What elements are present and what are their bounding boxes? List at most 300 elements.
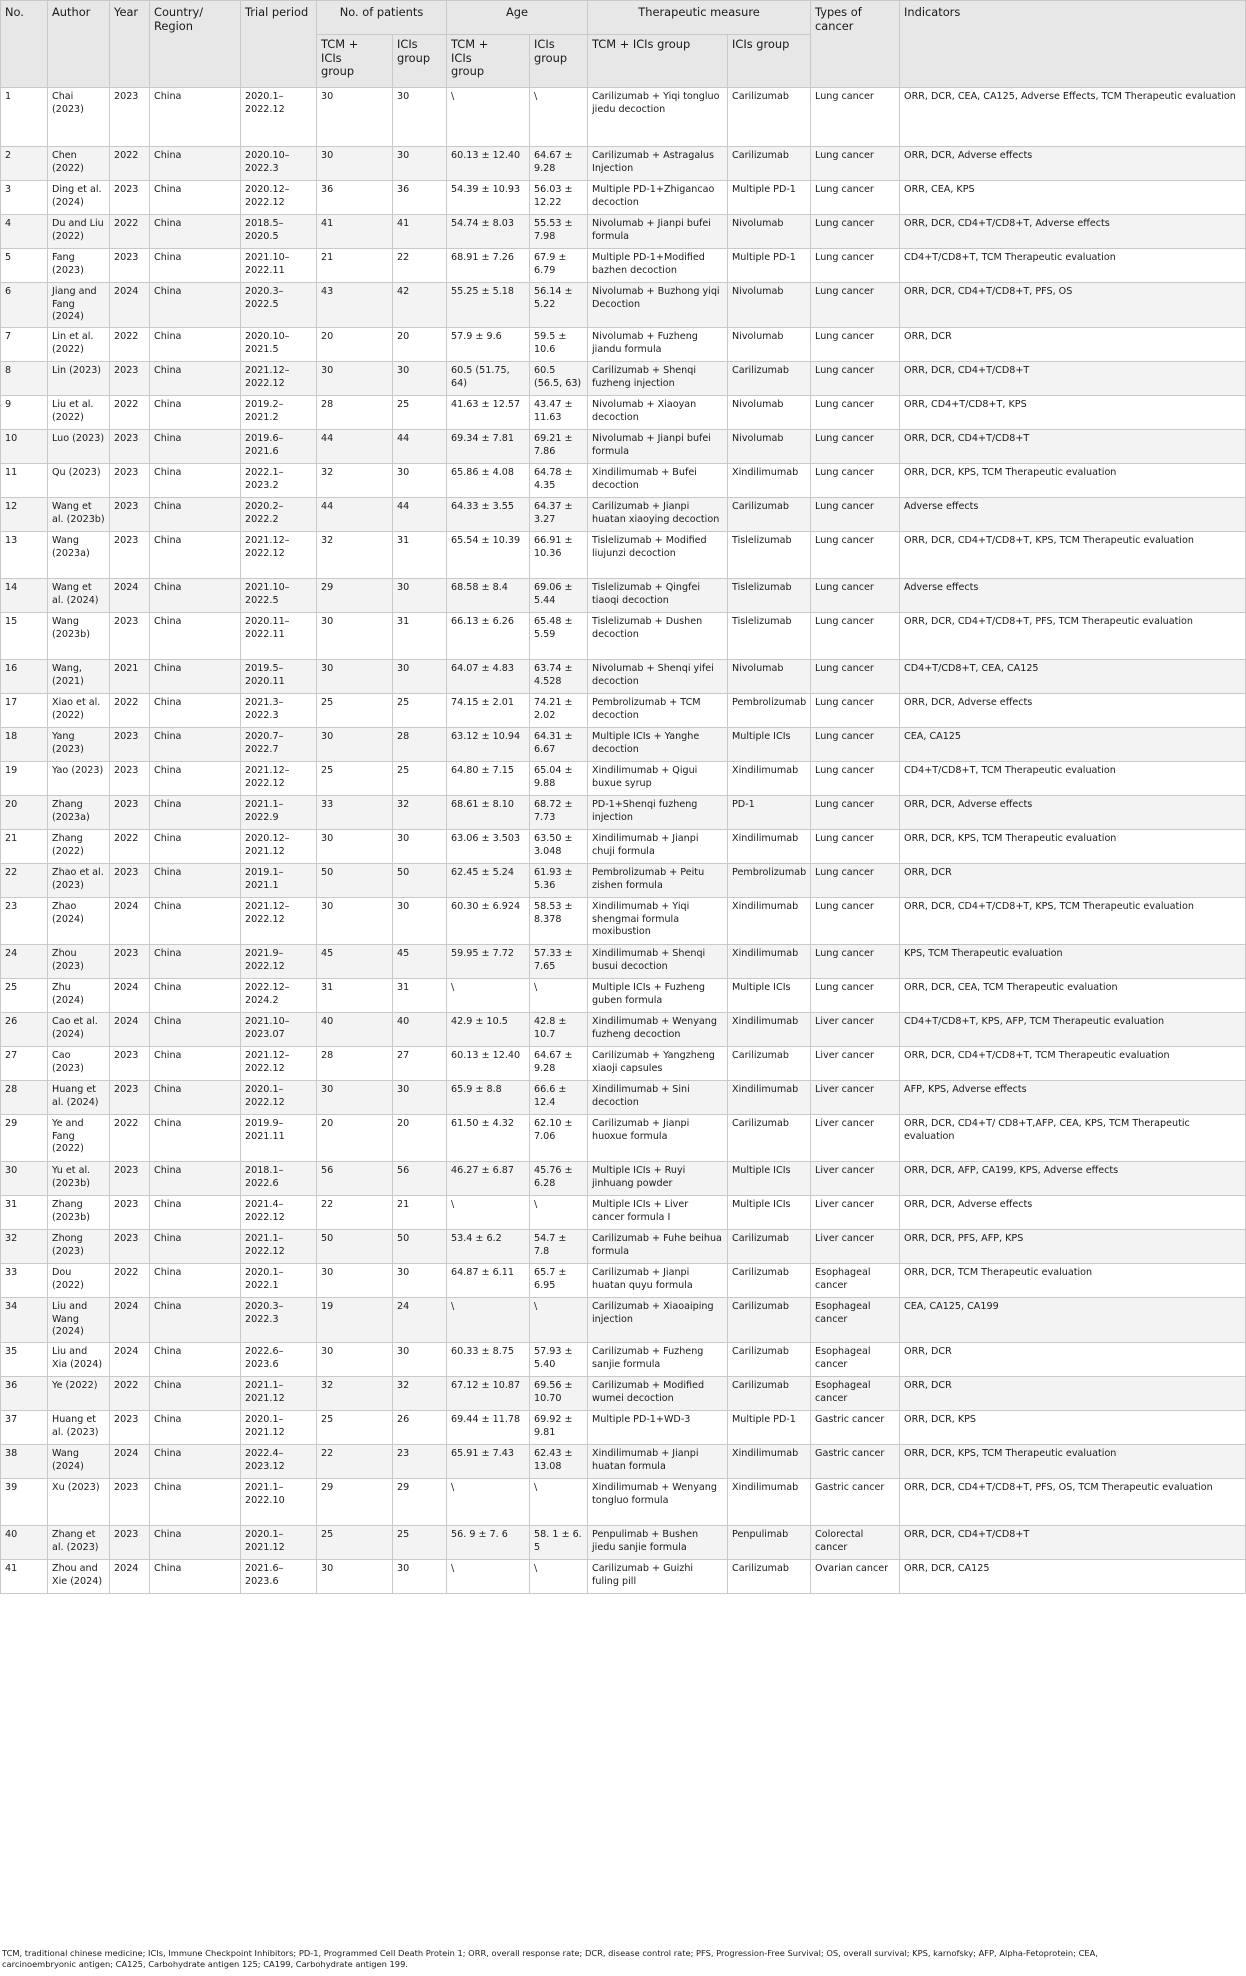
cell-age-ici: 64.78 ± 4.35 xyxy=(530,463,588,497)
cell-trial-period: 2018.5–2020.5 xyxy=(241,215,317,249)
header-no: No. xyxy=(1,1,48,88)
cell-indicators: CD4+T/CD8+T, CEA, CA125 xyxy=(900,659,1246,693)
table-row xyxy=(1,944,1246,978)
cell-therapy-ici: Pembrolizumab xyxy=(728,693,811,727)
cell-patients-tcm-ici: 28 xyxy=(317,395,393,429)
cell-patients-ici: 31 xyxy=(393,531,447,578)
cell-patients-tcm-ici: 50 xyxy=(317,1229,393,1263)
cell-age-ici: 69.06 ± 5.44 xyxy=(530,578,588,612)
cell-patients-ici: 28 xyxy=(393,727,447,761)
cell-author: Fang (2023) xyxy=(48,249,110,283)
cell-therapy-ici: Multiple ICIs xyxy=(728,978,811,1012)
cell-cancer-type: Liver cancer xyxy=(811,1080,900,1114)
cell-patients-tcm-ici: 30 xyxy=(317,361,393,395)
cell-patients-ici: 20 xyxy=(393,327,447,361)
cell-age-ici: 57.33 ± 7.65 xyxy=(530,944,588,978)
cell-cancer-type: Lung cancer xyxy=(811,659,900,693)
cell-patients-tcm-ici: 40 xyxy=(317,1012,393,1046)
cell-age-ici: 66.6 ± 12.4 xyxy=(530,1080,588,1114)
cell-cancer-type: Esophageal cancer xyxy=(811,1263,900,1297)
cell-cancer-type: Esophageal cancer xyxy=(811,1297,900,1342)
cell-indicators: ORR, DCR, CD4+T/CD8+T xyxy=(900,1525,1246,1559)
cell-indicators: ORR, DCR, CD4+T/CD8+T xyxy=(900,429,1246,463)
cell-age-ici: 65.04 ± 9.88 xyxy=(530,761,588,795)
cell-trial-period: 2020.1–2021.12 xyxy=(241,1525,317,1559)
cell-country: China xyxy=(150,1410,241,1444)
cell-trial-period: 2022.4–2023.12 xyxy=(241,1444,317,1478)
cell-year: 2024 xyxy=(110,578,150,612)
cell-age-ici: 67.9 ± 6.79 xyxy=(530,249,588,283)
cell-age-ici: \ xyxy=(530,1297,588,1342)
cell-therapy-tcm-ici: Carilizumab + Yangzheng xiaoji capsules xyxy=(588,1046,728,1080)
cell-cancer-type: Liver cancer xyxy=(811,1195,900,1229)
cell-author: Qu (2023) xyxy=(48,463,110,497)
cell-therapy-tcm-ici: Multiple ICIs + Liver cancer formula I xyxy=(588,1195,728,1229)
header-year: Year xyxy=(110,1,150,88)
cell-therapy-tcm-ici: Xindilimumab + Wenyang fuzheng decoction xyxy=(588,1012,728,1046)
table-row xyxy=(1,429,1246,463)
cell-author: Chai (2023) xyxy=(48,88,110,147)
cell-age-ici: 63.50 ± 3.048 xyxy=(530,829,588,863)
cell-therapy-ici: Carilizumab xyxy=(728,497,811,531)
cell-patients-ici: 20 xyxy=(393,1114,447,1161)
cell-country: China xyxy=(150,1161,241,1195)
cell-indicators: CEA, CA125 xyxy=(900,727,1246,761)
cell-trial-period: 2019.2–2021.2 xyxy=(241,395,317,429)
cell-indicators: ORR, DCR, CD4+T/CD8+T xyxy=(900,361,1246,395)
cell-author: Xiao et al. (2022) xyxy=(48,693,110,727)
table-row xyxy=(1,1342,1246,1376)
table-row xyxy=(1,863,1246,897)
cell-author: Lin et al. (2022) xyxy=(48,327,110,361)
cell-age-tcm-ici: 60.30 ± 6.924 xyxy=(447,897,530,944)
table-row xyxy=(1,1195,1246,1229)
cell-patients-tcm-ici: 56 xyxy=(317,1161,393,1195)
cell-country: China xyxy=(150,88,241,147)
table-row xyxy=(1,1263,1246,1297)
header-trial-period: Trial period xyxy=(241,1,317,88)
cell-author: Wang et al. (2023b) xyxy=(48,497,110,531)
cell-country: China xyxy=(150,727,241,761)
table-row xyxy=(1,1114,1246,1161)
cell-age-ici: 74.21 ± 2.02 xyxy=(530,693,588,727)
cell-age-tcm-ici: 64.33 ± 3.55 xyxy=(447,497,530,531)
cell-cancer-type: Lung cancer xyxy=(811,612,900,659)
cell-indicators: ORR, DCR, CA125 xyxy=(900,1559,1246,1593)
cell-year: 2022 xyxy=(110,1376,150,1410)
cell-patients-tcm-ici: 30 xyxy=(317,897,393,944)
cell-trial-period: 2022.1–2023.2 xyxy=(241,463,317,497)
cell-trial-period: 2021.12–2022.12 xyxy=(241,761,317,795)
cell-no: 31 xyxy=(1,1195,48,1229)
cell-indicators: KPS, TCM Therapeutic evaluation xyxy=(900,944,1246,978)
cell-therapy-tcm-ici: Xindilimumab + Qigui buxue syrup xyxy=(588,761,728,795)
cell-age-ici: 65.48 ± 5.59 xyxy=(530,612,588,659)
cell-author: Jiang and Fang (2024) xyxy=(48,283,110,328)
cell-no: 13 xyxy=(1,531,48,578)
cell-cancer-type: Lung cancer xyxy=(811,327,900,361)
cell-country: China xyxy=(150,829,241,863)
cell-year: 2023 xyxy=(110,497,150,531)
cell-age-tcm-ici: \ xyxy=(447,1478,530,1525)
cell-cancer-type: Lung cancer xyxy=(811,181,900,215)
cell-therapy-ici: Multiple ICIs xyxy=(728,727,811,761)
cell-age-ici: 66.91 ± 10.36 xyxy=(530,531,588,578)
cell-year: 2021 xyxy=(110,659,150,693)
table-row xyxy=(1,1012,1246,1046)
cell-cancer-type: Lung cancer xyxy=(811,463,900,497)
cell-no: 29 xyxy=(1,1114,48,1161)
cell-age-ici: 69.21 ± 7.86 xyxy=(530,429,588,463)
cell-trial-period: 2021.10–2022.11 xyxy=(241,249,317,283)
cell-age-tcm-ici: 65.9 ± 8.8 xyxy=(447,1080,530,1114)
cell-cancer-type: Lung cancer xyxy=(811,795,900,829)
cell-trial-period: 2020.10–2021.5 xyxy=(241,327,317,361)
cell-therapy-tcm-ici: Carilizumab + Yiqi tongluo jiedu decoction xyxy=(588,88,728,147)
cell-cancer-type: Lung cancer xyxy=(811,944,900,978)
cell-therapy-tcm-ici: Multiple PD-1+WD-3 xyxy=(588,1410,728,1444)
cell-age-ici: \ xyxy=(530,88,588,147)
cell-therapy-tcm-ici: Carilizumab + Xiaoaiping injection xyxy=(588,1297,728,1342)
cell-patients-tcm-ici: 30 xyxy=(317,147,393,181)
cell-author: Zhou and Xie (2024) xyxy=(48,1559,110,1593)
cell-age-ici: 60.5 (56.5, 63) xyxy=(530,361,588,395)
table-row xyxy=(1,578,1246,612)
cell-patients-ici: 50 xyxy=(393,1229,447,1263)
cell-therapy-tcm-ici: Pembrolizumab + Peitu zishen formula xyxy=(588,863,728,897)
cell-cancer-type: Lung cancer xyxy=(811,88,900,147)
cell-therapy-ici: Carilizumab xyxy=(728,147,811,181)
cell-age-tcm-ici: \ xyxy=(447,1559,530,1593)
cell-therapy-ici: Multiple PD-1 xyxy=(728,181,811,215)
cell-age-tcm-ici: 42.9 ± 10.5 xyxy=(447,1012,530,1046)
table-row xyxy=(1,1478,1246,1525)
cell-therapy-ici: Carilizumab xyxy=(728,1297,811,1342)
cell-year: 2023 xyxy=(110,88,150,147)
cell-indicators: ORR, CD4+T/CD8+T, KPS xyxy=(900,395,1246,429)
cell-indicators: ORR, DCR, CD4+T/CD8+T, PFS, OS, TCM Therapeutic evaluation xyxy=(900,1478,1246,1525)
cell-year: 2023 xyxy=(110,863,150,897)
cell-indicators: ORR, DCR, KPS, TCM Therapeutic evaluation xyxy=(900,1444,1246,1478)
cell-country: China xyxy=(150,361,241,395)
cell-age-tcm-ici: 69.44 ± 11.78 xyxy=(447,1410,530,1444)
cell-therapy-ici: Carilizumab xyxy=(728,361,811,395)
header-patients: No. of patients xyxy=(317,1,447,35)
cell-author: Lin (2023) xyxy=(48,361,110,395)
cell-country: China xyxy=(150,1444,241,1478)
cell-country: China xyxy=(150,1297,241,1342)
cell-patients-ici: 30 xyxy=(393,829,447,863)
cell-year: 2024 xyxy=(110,1444,150,1478)
cell-therapy-tcm-ici: Xindilimumab + Jianpi huatan formula xyxy=(588,1444,728,1478)
table-row xyxy=(1,463,1246,497)
cell-therapy-tcm-ici: Penpulimab + Bushen jiedu sanjie formula xyxy=(588,1525,728,1559)
cell-patients-tcm-ici: 30 xyxy=(317,1263,393,1297)
cell-age-tcm-ici: 56. 9 ± 7. 6 xyxy=(447,1525,530,1559)
cell-age-tcm-ici: 60.5 (51.75, 64) xyxy=(447,361,530,395)
cell-patients-ici: 23 xyxy=(393,1444,447,1478)
cell-therapy-tcm-ici: Multiple ICIs + Yanghe decoction xyxy=(588,727,728,761)
cell-patients-tcm-ici: 30 xyxy=(317,727,393,761)
cell-indicators: ORR, DCR, Adverse effects xyxy=(900,147,1246,181)
cell-patients-tcm-ici: 30 xyxy=(317,1080,393,1114)
table-row xyxy=(1,395,1246,429)
cell-author: Zhang (2023b) xyxy=(48,1195,110,1229)
cell-therapy-tcm-ici: Pembrolizumab + TCM decoction xyxy=(588,693,728,727)
cell-age-tcm-ici: 46.27 ± 6.87 xyxy=(447,1161,530,1195)
cell-therapy-ici: Carilizumab xyxy=(728,1342,811,1376)
cell-patients-tcm-ici: 22 xyxy=(317,1444,393,1478)
cell-age-tcm-ici: 62.45 ± 5.24 xyxy=(447,863,530,897)
cell-indicators: ORR, DCR xyxy=(900,863,1246,897)
cell-age-ici: 54.7 ± 7.8 xyxy=(530,1229,588,1263)
cell-therapy-tcm-ici: Nivolumab + Buzhong yiqi Decoction xyxy=(588,283,728,328)
cell-author: Liu and Xia (2024) xyxy=(48,1342,110,1376)
table-row xyxy=(1,897,1246,944)
cell-age-tcm-ici: 54.39 ± 10.93 xyxy=(447,181,530,215)
cell-indicators: ORR, DCR, Adverse effects xyxy=(900,1195,1246,1229)
cell-age-ici: 45.76 ± 6.28 xyxy=(530,1161,588,1195)
cell-cancer-type: Lung cancer xyxy=(811,283,900,328)
cell-patients-ici: 25 xyxy=(393,693,447,727)
cell-trial-period: 2021.10–2023.07 xyxy=(241,1012,317,1046)
cell-patients-tcm-ici: 50 xyxy=(317,863,393,897)
cell-no: 5 xyxy=(1,249,48,283)
cell-year: 2024 xyxy=(110,1342,150,1376)
cell-no: 10 xyxy=(1,429,48,463)
cell-patients-ici: 44 xyxy=(393,429,447,463)
cell-therapy-tcm-ici: PD-1+Shenqi fuzheng injection xyxy=(588,795,728,829)
cell-year: 2023 xyxy=(110,1046,150,1080)
header-indicators: Indicators xyxy=(900,1,1246,88)
cell-cancer-type: Lung cancer xyxy=(811,578,900,612)
cell-author: Wang (2023b) xyxy=(48,612,110,659)
cell-therapy-tcm-ici: Nivolumab + Fuzheng jiandu formula xyxy=(588,327,728,361)
table-row xyxy=(1,249,1246,283)
cell-patients-ici: 30 xyxy=(393,463,447,497)
cell-cancer-type: Lung cancer xyxy=(811,897,900,944)
cell-age-tcm-ici: 63.12 ± 10.94 xyxy=(447,727,530,761)
cell-no: 18 xyxy=(1,727,48,761)
cell-therapy-ici: Xindilimumab xyxy=(728,1478,811,1525)
cell-age-ici: \ xyxy=(530,1195,588,1229)
cell-therapy-tcm-ici: Xindilimumab + Shenqi busui decoction xyxy=(588,944,728,978)
cell-country: China xyxy=(150,249,241,283)
table-row xyxy=(1,327,1246,361)
cell-age-ici: 42.8 ± 10.7 xyxy=(530,1012,588,1046)
cell-patients-tcm-ici: 36 xyxy=(317,181,393,215)
cell-patients-ici: 31 xyxy=(393,978,447,1012)
cell-age-ici: \ xyxy=(530,1478,588,1525)
cell-therapy-ici: Nivolumab xyxy=(728,215,811,249)
cell-no: 23 xyxy=(1,897,48,944)
header-therapy-tcm-ici: TCM + ICIs group xyxy=(588,35,728,88)
cell-age-ici: 64.67 ± 9.28 xyxy=(530,1046,588,1080)
cell-patients-ici: 22 xyxy=(393,249,447,283)
cell-year: 2023 xyxy=(110,429,150,463)
cell-year: 2023 xyxy=(110,463,150,497)
header-author: Author xyxy=(48,1,110,88)
cell-patients-tcm-ici: 29 xyxy=(317,1478,393,1525)
cell-no: 40 xyxy=(1,1525,48,1559)
cell-indicators: ORR, DCR xyxy=(900,327,1246,361)
cell-country: China xyxy=(150,395,241,429)
cell-no: 20 xyxy=(1,795,48,829)
cell-patients-tcm-ici: 30 xyxy=(317,829,393,863)
cell-author: Zhang et al. (2023) xyxy=(48,1525,110,1559)
cell-country: China xyxy=(150,1080,241,1114)
cell-age-tcm-ici: 54.74 ± 8.03 xyxy=(447,215,530,249)
cell-indicators: ORR, DCR, CD4+T/CD8+T, PFS, OS xyxy=(900,283,1246,328)
cell-therapy-tcm-ici: Carilizumab + Fuhe beihua formula xyxy=(588,1229,728,1263)
cell-no: 26 xyxy=(1,1012,48,1046)
cell-age-tcm-ici: 57.9 ± 9.6 xyxy=(447,327,530,361)
cell-year: 2023 xyxy=(110,1525,150,1559)
table-row xyxy=(1,1376,1246,1410)
table-row xyxy=(1,531,1246,578)
cell-author: Liu et al. (2022) xyxy=(48,395,110,429)
cell-indicators: CEA, CA125, CA199 xyxy=(900,1297,1246,1342)
cell-no: 8 xyxy=(1,361,48,395)
cell-therapy-ici: Carilizumab xyxy=(728,1229,811,1263)
cell-patients-ici: 41 xyxy=(393,215,447,249)
cell-trial-period: 2022.12–2024.2 xyxy=(241,978,317,1012)
cell-year: 2023 xyxy=(110,1229,150,1263)
cell-country: China xyxy=(150,215,241,249)
cell-therapy-tcm-ici: Xindilimumab + Bufei decoction xyxy=(588,463,728,497)
cell-age-ici: 58. 1 ± 6. 5 xyxy=(530,1525,588,1559)
cell-trial-period: 2020.2–2022.2 xyxy=(241,497,317,531)
cell-trial-period: 2020.1–2022.12 xyxy=(241,1080,317,1114)
cell-age-ici: 64.67 ± 9.28 xyxy=(530,147,588,181)
cell-year: 2023 xyxy=(110,761,150,795)
cell-country: China xyxy=(150,1229,241,1263)
cell-author: Liu and Wang (2024) xyxy=(48,1297,110,1342)
cell-age-tcm-ici: 60.33 ± 8.75 xyxy=(447,1342,530,1376)
cell-cancer-type: Lung cancer xyxy=(811,727,900,761)
cell-trial-period: 2021.12–2022.12 xyxy=(241,897,317,944)
cell-indicators: ORR, DCR, CD4+T/CD8+T, KPS, TCM Therapeutic evaluation xyxy=(900,897,1246,944)
cell-age-tcm-ici: \ xyxy=(447,978,530,1012)
table-row xyxy=(1,283,1246,328)
cell-indicators: CD4+T/CD8+T, KPS, AFP, TCM Therapeutic evaluation xyxy=(900,1012,1246,1046)
cell-cancer-type: Liver cancer xyxy=(811,1114,900,1161)
cell-age-tcm-ici: 67.12 ± 10.87 xyxy=(447,1376,530,1410)
cell-therapy-ici: Tislelizumab xyxy=(728,578,811,612)
cell-author: Zhang (2022) xyxy=(48,829,110,863)
cell-year: 2022 xyxy=(110,147,150,181)
cell-author: Huang et al. (2024) xyxy=(48,1080,110,1114)
cell-year: 2023 xyxy=(110,361,150,395)
cell-no: 17 xyxy=(1,693,48,727)
cell-therapy-ici: Tislelizumab xyxy=(728,612,811,659)
cell-patients-tcm-ici: 25 xyxy=(317,693,393,727)
cell-cancer-type: Lung cancer xyxy=(811,395,900,429)
cell-indicators: ORR, DCR, CEA, CA125, Adverse Effects, TCM Therapeutic evaluation xyxy=(900,88,1246,147)
table-row xyxy=(1,497,1246,531)
cell-cancer-type: Gastric cancer xyxy=(811,1410,900,1444)
cell-year: 2024 xyxy=(110,978,150,1012)
cell-year: 2023 xyxy=(110,1478,150,1525)
cell-author: Huang et al. (2023) xyxy=(48,1410,110,1444)
cell-age-ici: 64.37 ± 3.27 xyxy=(530,497,588,531)
cell-year: 2023 xyxy=(110,181,150,215)
cell-trial-period: 2021.1–2022.12 xyxy=(241,1229,317,1263)
cell-therapy-tcm-ici: Multiple ICIs + Ruyi jinhuang powder xyxy=(588,1161,728,1195)
header-row xyxy=(1,1,1246,35)
cell-no: 14 xyxy=(1,578,48,612)
cell-indicators: ORR, DCR, CD4+T/CD8+T, TCM Therapeutic evaluation xyxy=(900,1046,1246,1080)
cell-year: 2023 xyxy=(110,531,150,578)
cell-therapy-tcm-ici: Carilizumab + Modified wumei decoction xyxy=(588,1376,728,1410)
cell-indicators: ORR, DCR, Adverse effects xyxy=(900,693,1246,727)
cell-cancer-type: Lung cancer xyxy=(811,429,900,463)
cell-author: Du and Liu (2022) xyxy=(48,215,110,249)
cell-therapy-ici: Xindilimumab xyxy=(728,463,811,497)
cell-country: China xyxy=(150,1195,241,1229)
cell-indicators: AFP, KPS, Adverse effects xyxy=(900,1080,1246,1114)
cell-cancer-type: Esophageal cancer xyxy=(811,1376,900,1410)
cell-therapy-tcm-ici: Multiple PD-1+Modified bazhen decoction xyxy=(588,249,728,283)
cell-indicators: Adverse effects xyxy=(900,578,1246,612)
table-row xyxy=(1,693,1246,727)
cell-patients-ici: 30 xyxy=(393,1342,447,1376)
table-row xyxy=(1,659,1246,693)
cell-trial-period: 2021.12–2022.12 xyxy=(241,361,317,395)
cell-therapy-tcm-ici: Nivolumab + Jianpi bufei formula xyxy=(588,429,728,463)
cell-no: 41 xyxy=(1,1559,48,1593)
cell-therapy-ici: Nivolumab xyxy=(728,395,811,429)
cell-cancer-type: Lung cancer xyxy=(811,761,900,795)
cell-patients-tcm-ici: 32 xyxy=(317,531,393,578)
cell-patients-tcm-ici: 21 xyxy=(317,249,393,283)
cell-trial-period: 2019.6–2021.6 xyxy=(241,429,317,463)
cell-age-tcm-ici: 68.91 ± 7.26 xyxy=(447,249,530,283)
cell-age-tcm-ici: 63.06 ± 3.503 xyxy=(447,829,530,863)
cell-therapy-ici: PD-1 xyxy=(728,795,811,829)
cell-country: China xyxy=(150,1046,241,1080)
table-row xyxy=(1,1410,1246,1444)
cell-author: Xu (2023) xyxy=(48,1478,110,1525)
cell-age-ici: 43.47 ± 11.63 xyxy=(530,395,588,429)
cell-age-tcm-ici: 60.13 ± 12.40 xyxy=(447,147,530,181)
table-row xyxy=(1,1559,1246,1593)
cell-therapy-ici: Carilizumab xyxy=(728,1046,811,1080)
cell-country: China xyxy=(150,1376,241,1410)
cell-cancer-type: Lung cancer xyxy=(811,978,900,1012)
cell-therapy-ici: Xindilimumab xyxy=(728,1012,811,1046)
cell-therapy-ici: Multiple ICIs xyxy=(728,1161,811,1195)
cell-trial-period: 2019.1–2021.1 xyxy=(241,863,317,897)
cell-age-tcm-ici: 68.58 ± 8.4 xyxy=(447,578,530,612)
cell-country: China xyxy=(150,612,241,659)
cell-no: 32 xyxy=(1,1229,48,1263)
cell-patients-ici: 32 xyxy=(393,1376,447,1410)
cell-cancer-type: Lung cancer xyxy=(811,693,900,727)
cell-no: 12 xyxy=(1,497,48,531)
cell-patients-tcm-ici: 19 xyxy=(317,1297,393,1342)
cell-no: 35 xyxy=(1,1342,48,1376)
cell-year: 2023 xyxy=(110,1080,150,1114)
cell-age-ici: 61.93 ± 5.36 xyxy=(530,863,588,897)
cell-therapy-tcm-ici: Multiple ICIs + Fuzheng guben formula xyxy=(588,978,728,1012)
cell-cancer-type: Lung cancer xyxy=(811,531,900,578)
cell-therapy-ici: Tislelizumab xyxy=(728,531,811,578)
cell-country: China xyxy=(150,1012,241,1046)
cell-no: 24 xyxy=(1,944,48,978)
cell-year: 2022 xyxy=(110,1263,150,1297)
cell-indicators: ORR, DCR xyxy=(900,1376,1246,1410)
